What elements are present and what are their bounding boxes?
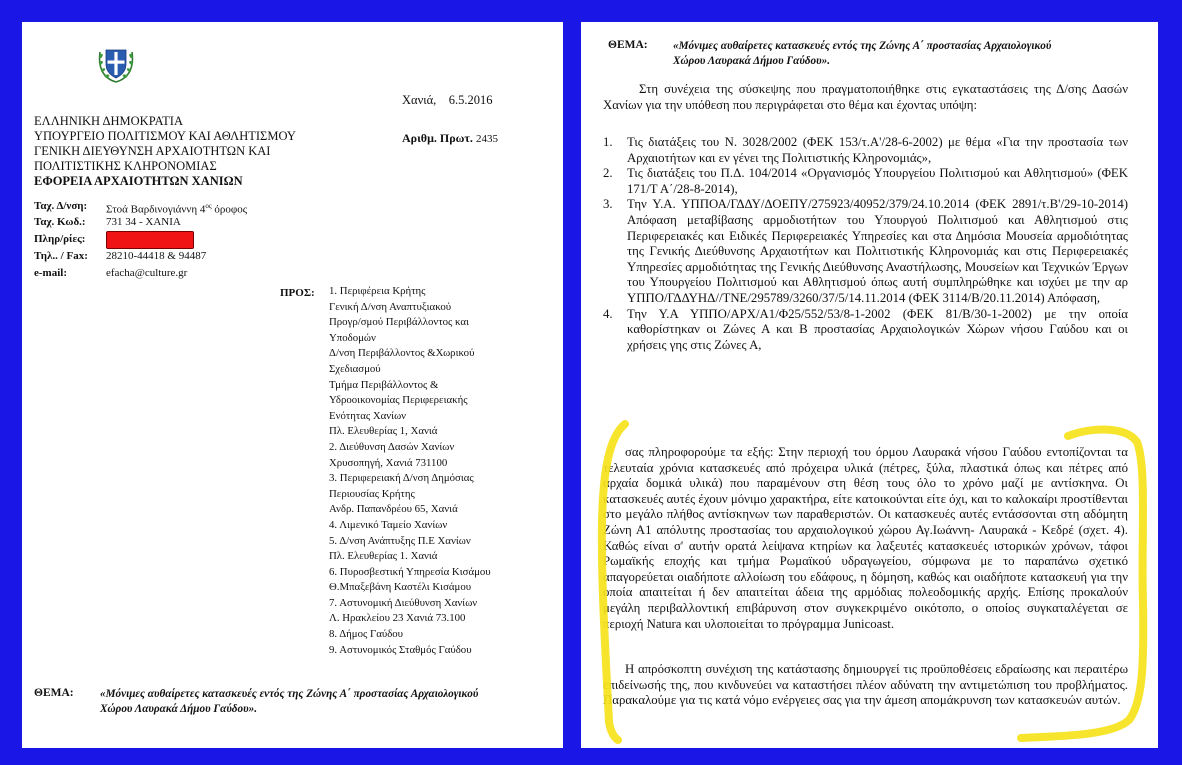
subject-line: «Μόνιμες αυθαίρετες κατασκευές εντός της Ζώνης Α΄ προστασίας Αρχαιολογικού [673,40,1052,52]
header-line: ΥΠΟΥΡΓΕΙΟ ΠΟΛΙΤΙΣΜΟΥ ΚΑΙ ΑΘΛΗΤΙΣΜΟΥ [34,129,296,143]
list-item: 3. Την Υ.Α. ΥΠΠΟΑ/ΓΔΔΥ/ΔΟΕΠΥ/275923/40952/379/24.10.2014 (ΦΕΚ 2891/τ.Β'/29-10-2014) Απόφαση μεταβίβασης αρμοδιοτήτων του Υπουργού Πολιτισμού και Αθλητισμού στις Περιφερειακές και Ειδικές Περιφερειακές Υπηρεσίες και στα Δημόσια Μουσεία αρμοδιότητας της Γενικής Διεύθυνσης Αρχαιοτήτων και Πολιτιστικής Κληρονομιάς και στις Περιφερειακές Υπηρεσίες αρμοδιότητας της Γενικής Διεύθυνσης Αναστήλωσης, Μουσείων και Τεχνικών Έργων του Υπουργείου Πολιτισμού και Αθλητισμού όπως αυτή συμπληρώθηκε και ισχύει με την αρ ΥΠΠΟ/ΓΔΔΥΗΔ//ΤΝΕ/295789/3260/37/5/14.11.2014 (ΦΕΚ 3114/Β/20.11.2014) Απόφαση, [603,197,1128,305]
contact-value-phone: 28210-44418 & 94487 [106,250,207,262]
recipient-line: Υποδομών [329,331,376,344]
closing-paragraph: Η απρόσκοπτη συνέχιση της κατάστασης δημιουργεί τις προϋποθέσεις εδραίωσης και περαιτέρω επιδείνωσής της, που κινδυνεύει να καταστήσει πλέον αδύνατη την αντιμετώπιση του προβλήματος. Παρακαλούμε για τις κατά νόμο ενέργειες σας για την άμεση απομάκρυνση των κατασκευών αυτών. [603,662,1128,708]
contact-value-postal: 731 34 - ΧΑΝΙΑ [106,216,181,228]
header-line: ΠΟΛΙΤΙΣΤΙΚΗΣ ΚΛΗΡΟΝΟΜΙΑΣ [34,159,217,173]
list-item: 4. Την Υ.Α ΥΠΠΟ/ΑΡΧ/Α1/Φ25/552/53/8-1-2002 (ΦΕΚ 81/Β/30-1-2002) με την οποία καθορίστηκαν οι Ζώνες Α και Β προστασίας Αρχαιολογικών Χώρων νήσου Γαύδου και οι χρήσεις γης στις Ζώνες Α, [603,306,1128,352]
main-paragraph: σας πληροφορούμε τα εξής: Στην περιοχή του όρμου Λαυρακά νήσου Γαύδου εντοπίζονται τα τελευταία χρόνια κατασκευές από πρόχειρα υλικά (πέτρες, ξύλα, πλαστικά όπως και πέτρες από αρχαία δομικά υλικά) που παραμένουν στη θέση τους όλο το χρόνο μαζί με αντίσκηνα. Οι κατασκευές αυτές έχουν μόνιμο χαρακτήρα, είτε κατοικούνται είτε όχι, και το καλοκαίρι προστίθενται στο μεγάλο πλήθος αντίσκηνων των παραθεριστών. Οι κατασκευές αυτές εντάσσονται στη αδόμητη Ζώνη Α1 απόλυτης προστασίας του αρχαιολογικού χώρου Αγ.Ιωάννη- Λαυρακά - Κεδρέ (σχετ. 4). Καθώς είναι σ' αυτήν ορατά λείψανα κτηρίων κα λαξευτές κατασκευές ιστορικών χρόνων, τάφοι Ρωμαϊκής εποχής και τμήμα Ρωμαϊκού υδραγωγείου, σύμφωνα με το παραπάνω σχετικό απαγορεύεται οιαδήποτε αλλοίωση του εδάφους, η δόμηση, καθώς και οιαδήποτε κατασκευή για την οποία απαιτείται ή δεν απαιτείται άδεια της αρμόδιας πολεοδομικής αρχής. Επίσης προκαλούν μεγάλη περιβαλλοντική επιβάρυνση στον συγκεκριμένο οικότοπο, ο οποίος συγκαταλέγεται σε περιοχή Natura και υλοποιείται το πρόγραμμα Junicoast. [603,445,1128,631]
contact-label-postal: Ταχ. Κωδ.: [34,216,86,228]
protocol-label: Αριθμ. Πρωτ. [402,131,473,145]
date: 6.5.2016 [448,93,493,107]
letter-page-1 [22,22,563,748]
intro-paragraph: Στη συνέχεια της σύσκεψης που πραγματοποιήθηκε στις εγκαταστάσεις της Δ/σης Δασών Χανίων για την υπόθεση που περιγράφεται στο θέμα και έχοντας υπόψη: [603,82,1128,112]
to-label: ΠΡΟΣ: [280,287,315,299]
contact-label-email: e-mail: [34,267,67,279]
contact-label-info: Πληρ/ρίες: [34,233,86,245]
recipient-line: Προγρ/σμού Περιβάλλοντος και [329,316,469,329]
recipient-line: Υδροοικονομίας Περιφερειακής [329,394,468,407]
recipients-list [329,284,491,658]
recipient-line: Πλ. Ελευθερίας 1. Χανιά [329,550,438,563]
subject-line: Χώρου Λαυρακά Δήμου Γαύδου». [673,55,831,67]
recipient-line: 7. Αστυνομική Διεύθυνση Χανίων [329,596,478,609]
recipient-line: 3. Περιφερειακή Δ/νση Δημόσιας [329,472,474,485]
recipient-line: Ανδρ. Παπανδρέου 65, Χανιά [329,503,458,516]
recipient-line: Σχεδιασμού [329,362,381,375]
place: Χανιά, [402,93,437,107]
greek-coat-of-arms-icon [96,42,136,84]
recipient-line: Γενική Δ/νση Αναπτυξιακού [329,300,452,313]
header-line: ΕΛΛΗΝΙΚΗ ΔΗΜΟΚΡΑΤΙΑ [34,114,183,128]
protocol-number [402,131,498,146]
recipient-line: 9. Αστυνομικός Σταθμός Γαύδου [329,643,472,656]
list-item: 1. Τις διατάξεις του Ν. 3028/2002 (ΦΕΚ 153/τ.Α'/28-6-2002) με θέμα «Για την προστασία των Αρχαιοτήτων και εν γένει της Πολιτιστικής Κληρονομιάς», [603,135,1128,165]
recipient-line: 2. Διεύθυνση Δασών Χανίων [329,440,455,453]
place-date [402,93,493,108]
recipient-line: 5. Δ/νση Ανάπτυξης Π.Ε Χανίων [329,534,471,547]
subject-label: ΘΕΜΑ: [608,39,648,51]
recipient-line: Χρυσοπηγή, Χανιά 731100 [329,456,448,469]
header-line: ΓΕΝΙΚΗ ΔΙΕΥΘΥΝΣΗ ΑΡΧΑΙΟΤΗΤΩΝ ΚΑΙ [34,144,271,158]
protocol-value: 2435 [475,133,498,145]
recipient-line: 4. Λιμενικό Ταμείο Χανίων [329,518,448,531]
subject-line: Χώρου Λαυρακά Δήμου Γαύδου». [100,703,258,715]
contact-label-address: Ταχ. Δ/νση: [34,200,88,212]
highlight-marker-stroke [581,22,1158,748]
redaction-box [106,231,194,249]
recipient-line: 1. Περιφέρεια Κρήτης [329,285,426,297]
recipient-line: Λ. Ηρακλείου 23 Χανιά 73.100 [329,612,466,625]
ephorate-title: ΕΦΟΡΕΙΑ ΑΡΧΑΙΟΤΗΤΩΝ ΧΑΝΙΩΝ [34,174,243,188]
subject-text [100,687,478,717]
contact-label-phone: Τηλ.. / Fax: [34,250,88,262]
recipient-line: Θ.Μπαξεβάνη Καστέλι Κισάμου [329,581,472,594]
letter-page-2 [581,22,1158,748]
recipient-line: 8. Δήμος Γαύδου [329,628,404,641]
recipient-line: 6. Πυροσβεστική Υπηρεσία Κισάμου [329,565,491,578]
contact-value-email: efacha@culture.gr [106,267,188,279]
recipient-line: Δ/νση Περιβάλλοντος &Χωρικού [329,347,475,360]
contact-value-address: Στοά Βαρδινογιάννη $4^{o\varsigma}$ όροφος [106,202,248,216]
recipient-line: Ενότητας Χανίων [329,409,407,422]
subject-line: «Μόνιμες αυθαίρετες κατασκευές εντός της Ζώνης Α΄ προστασίας Αρχαιολογικού [100,688,479,700]
subject-label: ΘΕΜΑ: [34,687,74,699]
list-item: 2. Τις διατάξεις του Π.Δ. 104/2014 «Οργανισμός Υπουργείου Πολιτισμού και Αθλητισμού» (ΦΕΚ 171/Τ Α΄/28-8-2014), [603,166,1128,196]
recipient-line: Πλ. Ελευθερίας 1, Χανιά [329,425,438,438]
recipient-line: Περιουσίας Κρήτης [329,487,415,500]
recipient-line: Τμήμα Περιβάλλοντος & [329,378,439,391]
